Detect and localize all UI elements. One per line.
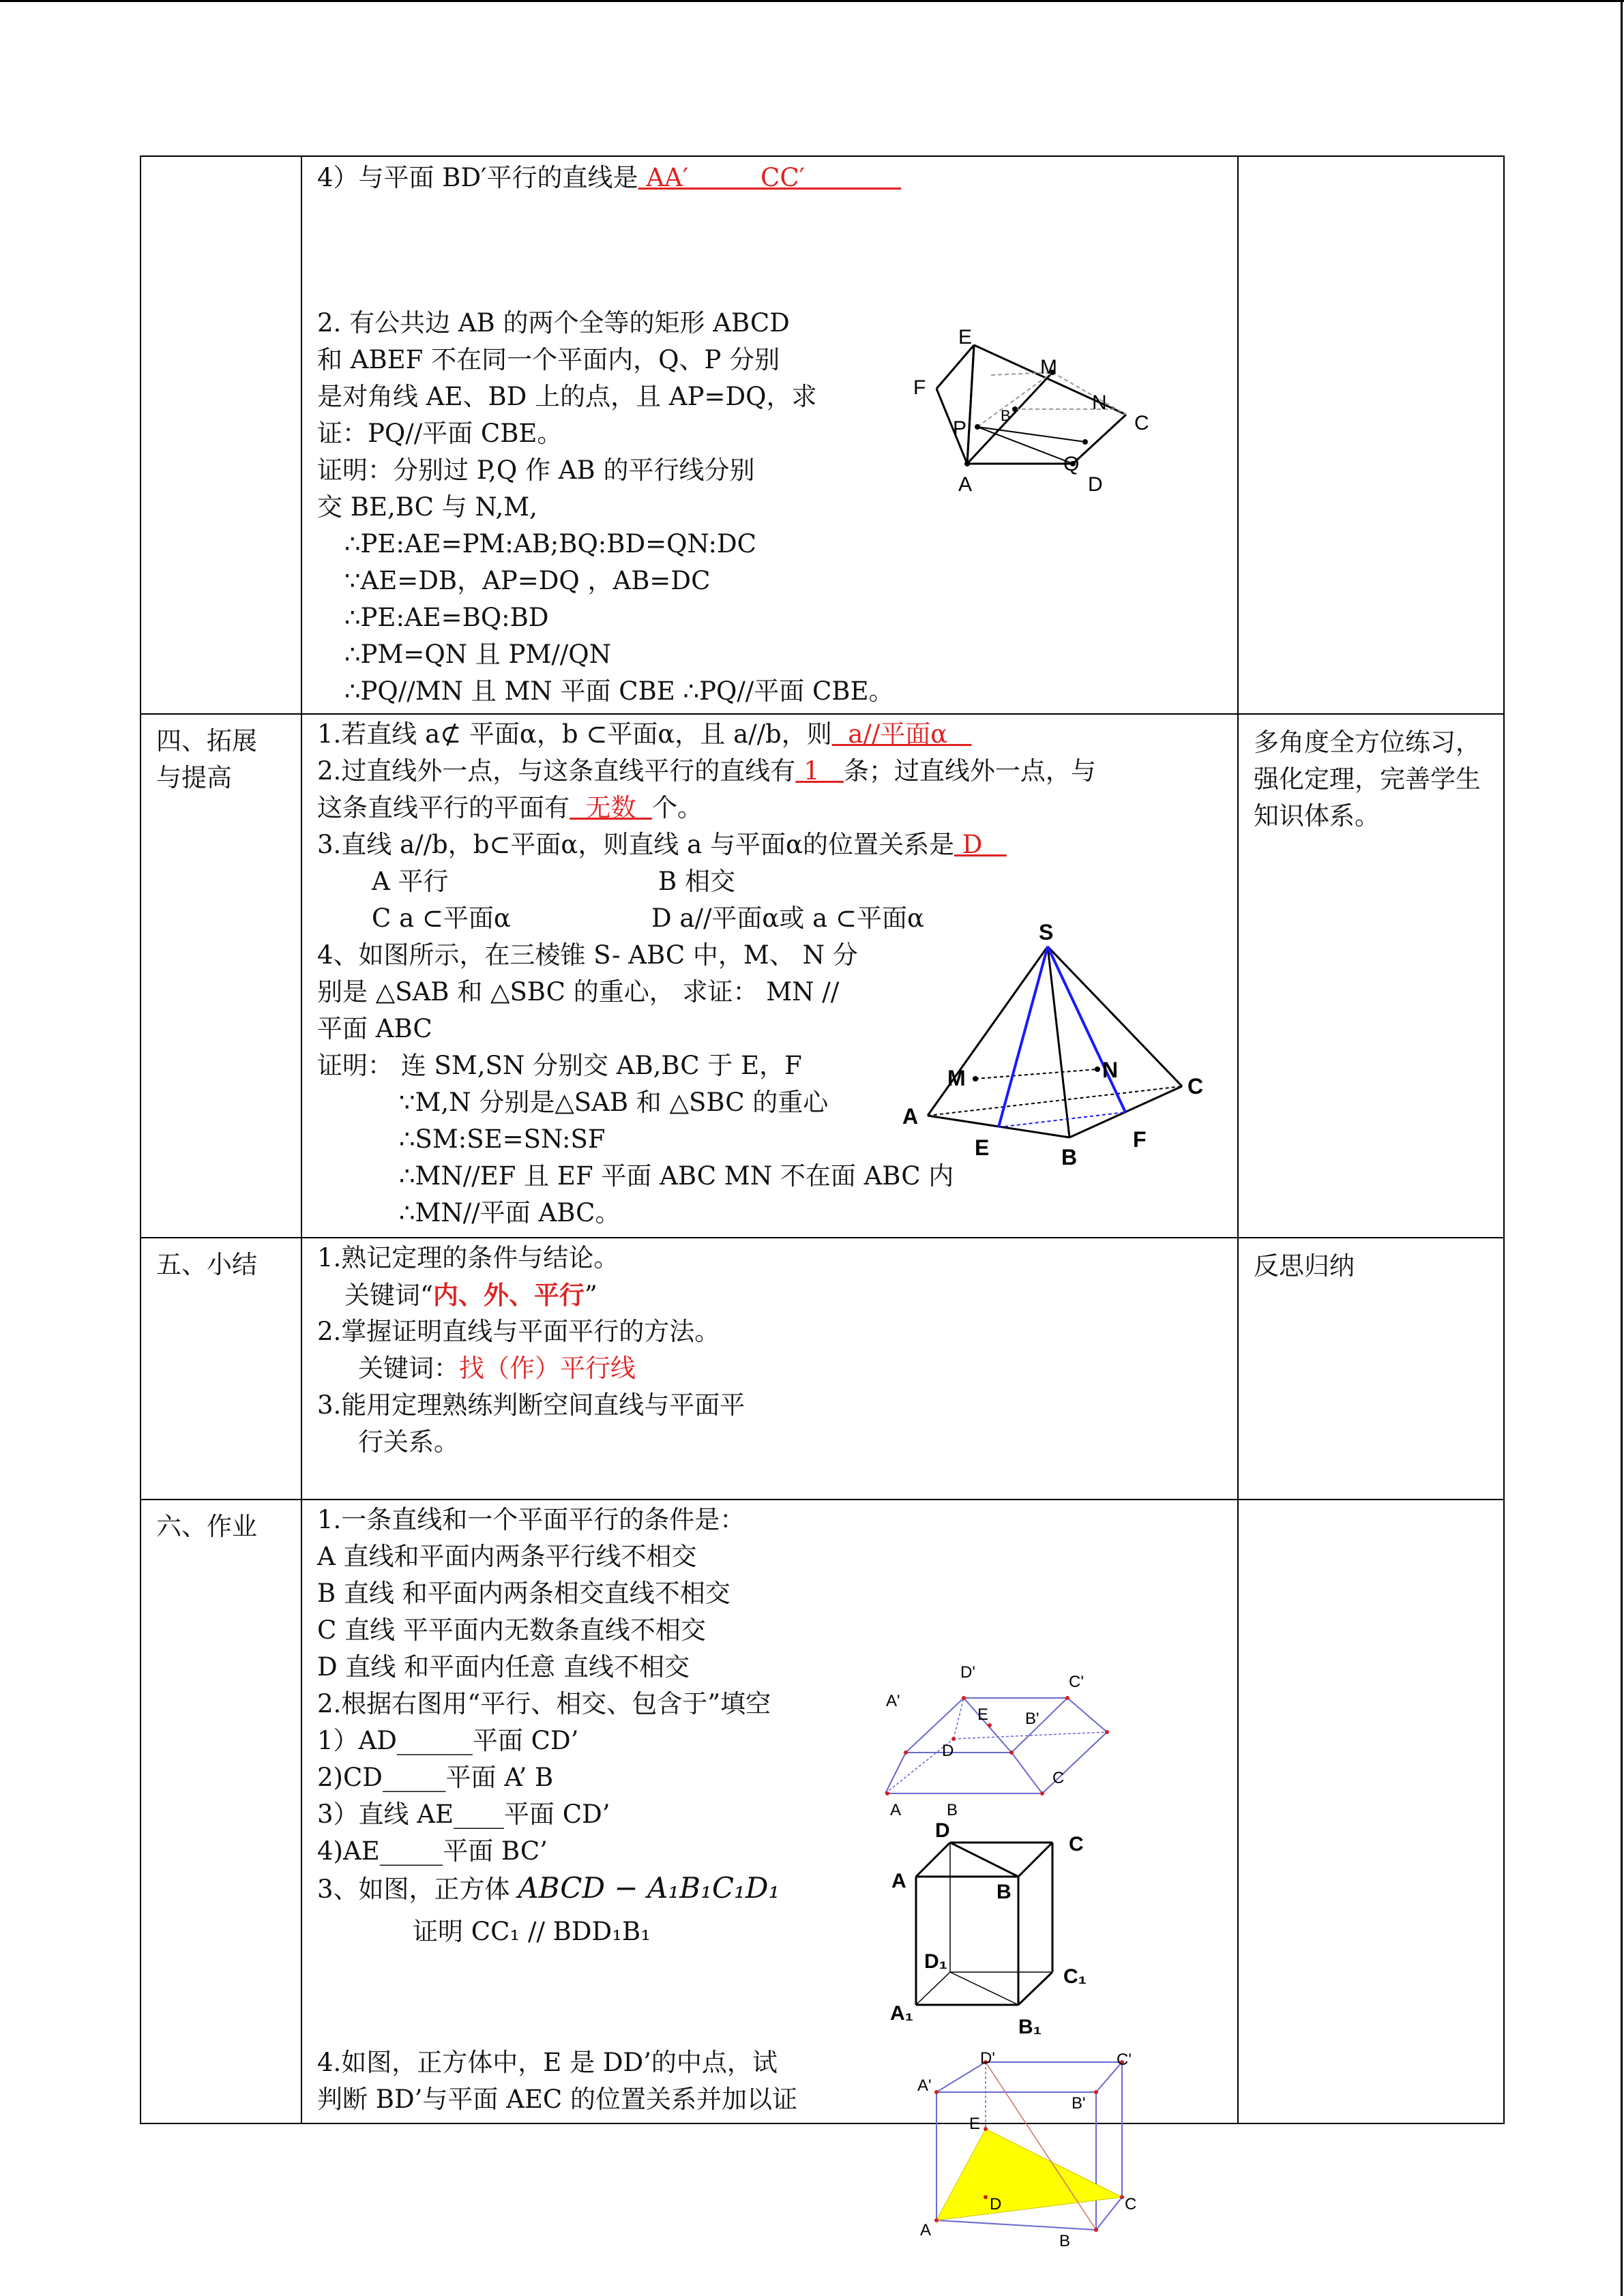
q4-answer-1: AA′ — [646, 163, 689, 192]
lesson-plan-table — [140, 155, 1505, 2124]
fig-label: S — [1039, 920, 1054, 944]
fig-label: A₁ — [890, 2002, 914, 2025]
fig-label: C — [1125, 2195, 1137, 2213]
homework-q3: 3、如图，正方体 ABCD − A₁B₁C₁D₁ — [317, 1871, 780, 1905]
summary-line: 1.熟记定理的条件与结论。 — [317, 1243, 619, 1272]
fig-label: D — [1088, 473, 1103, 496]
q4-text: 4）与平面 BD′平行的直线是 — [317, 163, 638, 192]
option-d: D a//平面α或 a ⊂平面α — [651, 904, 924, 933]
p2-line: 证：PQ//平面 CBE。 — [317, 419, 563, 448]
row-homework — [141, 1500, 1504, 2123]
fig-label: F — [913, 376, 926, 399]
fig-label: D' — [960, 1663, 975, 1682]
fig-label: B₁ — [1018, 2016, 1042, 2038]
homework-q4-line: 4.如图，正方体中，E 是 DD’的中点，试 — [317, 2048, 778, 2077]
cube-formula: ABCD − A₁B₁C₁D₁ — [518, 1871, 780, 1905]
fig-label: E — [977, 1705, 989, 1724]
content-cell — [301, 1238, 1238, 1500]
figure-parallelepiped — [886, 1663, 1175, 1828]
fig-label: E — [958, 326, 973, 348]
homework-line: 2)CD_____平面 A’ B — [317, 1763, 554, 1792]
figure-rectangles-abcd-abef — [909, 326, 1230, 539]
option-c: C a ⊂平面α — [372, 904, 511, 933]
fig-label: B — [996, 1881, 1012, 1903]
ext-q2b-answer: 无数 — [585, 793, 636, 822]
fig-label: B — [1001, 407, 1011, 424]
note-cell-empty — [1238, 156, 1504, 714]
fig-label: P — [953, 417, 967, 440]
proof-line: ∴PE:AE=BQ:BD — [344, 603, 549, 632]
figure-cube — [882, 1819, 1155, 2040]
fig-label: C₁ — [1063, 1965, 1087, 1988]
option-a: A 平行 — [372, 867, 449, 896]
fig-label: C' — [1069, 1673, 1084, 1691]
content-cell — [301, 156, 1238, 714]
content-cell — [301, 1500, 1238, 2123]
proof-line: ∵AE=DB，AP=DQ ，AB=DC — [344, 566, 711, 595]
fig-label: C — [1052, 1769, 1065, 1787]
homework-line: 4)AE_____平面 BC’ — [317, 1836, 548, 1866]
stage-cell-empty — [141, 156, 301, 714]
fig-label: C — [1134, 412, 1149, 434]
summary-line: 3.能用定理熟练判断空间直线与平面平 — [317, 1390, 745, 1420]
note-cell-empty — [1238, 1500, 1504, 2123]
ext-q4-line: 平面 ABC — [317, 1014, 432, 1043]
ext-q2: 2.过直线外一点，与这条直线平行的直线有 1 条；过直线外一点，与 — [317, 756, 1096, 786]
p2-line: 交 BE,BC 与 N,M, — [317, 492, 537, 522]
ext-q2b: 这条直线平行的平面有 无数 个。 — [317, 793, 703, 822]
fig-label: B' — [1072, 2094, 1086, 2113]
proof-line: ∴PM=QN 且 PM//QN — [344, 640, 611, 669]
homework-line: A 直线和平面内两条平行线不相交 — [317, 1542, 697, 1571]
ext-q1: 1.若直线 a⊄ 平面α，b ⊂平面α，且 a//b，则 a//平面α — [317, 716, 972, 753]
summary-keyword: 内、外、平行 — [432, 1280, 585, 1310]
fig-label: A' — [886, 1692, 900, 1710]
row-extension — [141, 714, 1504, 1238]
fig-label: M — [1040, 356, 1057, 378]
homework-q3-proof: 证明 CC₁ // BDD₁B₁ — [413, 1917, 651, 1946]
stage-cell — [141, 714, 301, 1238]
q4-answer-2: CC′ — [761, 163, 806, 192]
summary-keyword-line: 关键词“内、外、平行” — [344, 1280, 597, 1310]
fig-label: N — [1092, 391, 1107, 414]
homework-line: B 直线 和平面内两条相交直线不相交 — [317, 1579, 730, 1608]
fig-label: D — [990, 2195, 1002, 2213]
fig-label: A' — [917, 2076, 932, 2095]
fig-label: F — [1133, 1127, 1147, 1152]
fig-label: E — [975, 1135, 990, 1160]
ext-q3-answer: D — [962, 830, 983, 859]
fig-label: A — [902, 1104, 919, 1129]
p2-line: 2. 有公共边 AB 的两个全等的矩形 ABCD — [317, 308, 790, 338]
q4-line — [317, 160, 901, 196]
stage-cell — [141, 1238, 301, 1500]
homework-line: 1）AD______平面 CD’ — [317, 1726, 579, 1755]
ext-q4-line: 证明： 连 SM,SN 分别交 AB,BC 于 E，F — [317, 1051, 802, 1080]
proof-line: ∴PE:AE=PM:AB;BQ:BD=QN:DC — [344, 529, 756, 558]
content-cell — [301, 714, 1238, 1238]
stage-label: 六、作业 — [156, 1512, 257, 1541]
page-top-border — [0, 0, 1624, 2]
note-cell — [1238, 714, 1504, 1238]
note-cell — [1238, 1238, 1504, 1500]
fig-label: A — [891, 1870, 906, 1892]
homework-line: 2.根据右图用“平行、相交、包含于”填空 — [317, 1689, 771, 1718]
p2-line: 是对角线 AE、BD 上的点，且 AP=DQ，求 — [317, 382, 817, 411]
summary-keyword: 找（作）平行线 — [459, 1354, 636, 1383]
fig-label: M — [947, 1066, 966, 1090]
homework-line: C 直线 平平面内无数条直线不相交 — [317, 1615, 706, 1645]
page-right-border — [1621, 0, 1623, 2296]
fig-label: B — [1059, 2232, 1071, 2250]
fig-label: A — [890, 1801, 902, 1819]
fig-label: B — [1061, 1145, 1078, 1169]
ext-proof-line: ∵M,N 分别是△SAB 和 △SBC 的重心 — [399, 1088, 829, 1117]
option-b: B 相交 — [658, 867, 735, 896]
fig-label: C — [1069, 1833, 1084, 1855]
summary-line: 2.掌握证明直线与平面平行的方法。 — [317, 1317, 720, 1346]
fig-label: B — [947, 1801, 958, 1819]
ext-q1-answer: a//平面α — [848, 719, 948, 749]
row-exercise-continued — [141, 156, 1504, 714]
summary-line: 行关系。 — [358, 1427, 459, 1457]
fig-label: D — [935, 1819, 950, 1842]
fig-label: D — [942, 1742, 954, 1760]
ext-q3: 3.直线 a//b，b⊂平面α，则直线 a 与平面α的位置关系是 D — [317, 826, 1007, 863]
homework-line: 3）直线 AE____平面 CD’ — [317, 1800, 610, 1829]
fig-label: B' — [1025, 1710, 1039, 1728]
p2-line: 和 ABEF 不在同一个平面内，Q、P 分别 — [317, 345, 780, 374]
row-summary — [141, 1238, 1504, 1500]
figure-tetrahedron-sabc — [889, 919, 1243, 1192]
fig-label: E — [969, 2115, 981, 2133]
ext-proof-line: ∴SM:SE=SN:SF — [399, 1124, 606, 1154]
figure-cube-plane-aec — [917, 2048, 1163, 2253]
stage-label: 四、拓展 — [156, 726, 257, 756]
ext-q4-line: 4、如图所示，在三棱锥 S- ABC 中，M、 N 分 — [317, 940, 858, 970]
summary-keyword-line: 关键词：找（作）平行线 — [358, 1354, 636, 1383]
fig-label: A — [958, 473, 973, 496]
fig-label: D₁ — [924, 1950, 948, 1973]
proof-line: ∴PQ//MN 且 MN 平面 CBE ∴PQ//平面 CBE。 — [344, 676, 894, 706]
fig-label: Q — [1063, 453, 1080, 475]
ext-q2-answer: 1 — [803, 756, 820, 786]
ext-proof-line: ∴MN//EF 且 EF 平面 ABC MN 不在面 ABC 内 — [399, 1161, 954, 1191]
fig-label: C — [1187, 1074, 1204, 1099]
ext-proof-line: ∴MN//平面 ABC。 — [399, 1198, 621, 1227]
fig-label: N — [1102, 1058, 1119, 1082]
stage-cell — [141, 1500, 301, 2123]
stage-label: 五、小结 — [156, 1250, 257, 1279]
fig-label: C' — [1117, 2051, 1132, 2069]
stage-label: 与提高 — [156, 763, 232, 792]
fig-label: A — [920, 2221, 932, 2239]
homework-line: 1.一条直线和一个平面平行的条件是： — [317, 1505, 745, 1534]
teaching-note: 反思归纳 — [1254, 1251, 1355, 1281]
ext-q4-line: 别是 △SAB 和 △SBC 的重心， 求证： MN // — [317, 977, 840, 1007]
fig-label: D' — [980, 2049, 995, 2068]
p2-line: 证明：分别过 P,Q 作 AB 的平行线分别 — [317, 456, 755, 485]
homework-q4-line: 判断 BD’与平面 AEC 的位置关系并加以证 — [317, 2085, 797, 2114]
teaching-note: 多角度全方位练习，强化定理，完善学生知识体系。 — [1254, 728, 1481, 831]
homework-line: D 直线 和平面内任意 直线不相交 — [317, 1652, 690, 1682]
